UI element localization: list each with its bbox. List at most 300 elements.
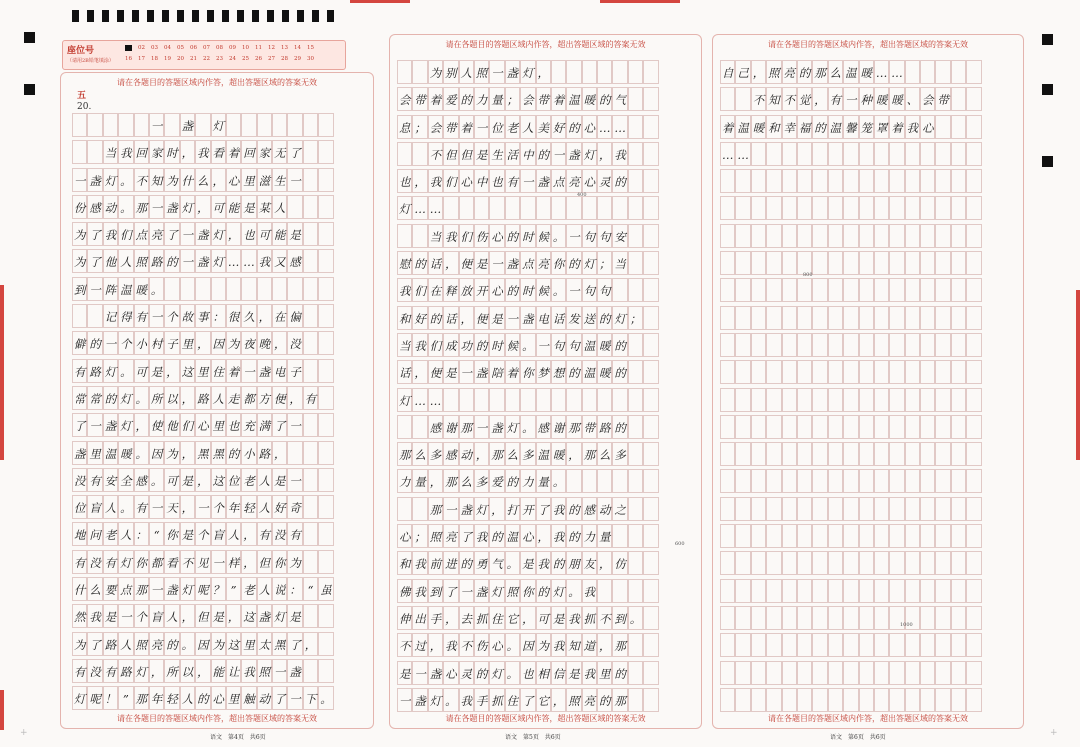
grid-cell: ， bbox=[241, 522, 256, 546]
grid-cell: 位 bbox=[226, 468, 241, 492]
grid-cell: 一 bbox=[566, 224, 581, 248]
grid-cell bbox=[412, 415, 427, 439]
grid-cell bbox=[751, 469, 766, 493]
grid-cell: 奇 bbox=[287, 495, 302, 519]
grid-cell bbox=[766, 251, 781, 275]
grid-cell bbox=[889, 251, 904, 275]
grid-cell bbox=[257, 113, 272, 137]
grid-cell: 话 bbox=[397, 360, 412, 384]
grid-cell bbox=[812, 606, 827, 630]
row-spacer bbox=[72, 710, 334, 713]
edge-mark bbox=[350, 0, 410, 3]
grid-cell: 送 bbox=[582, 306, 597, 330]
seat-option[interactable]: 17 bbox=[138, 56, 145, 62]
grid-cell bbox=[797, 497, 812, 521]
grid-cell bbox=[720, 497, 735, 521]
grid-cell: 盏 bbox=[180, 113, 195, 137]
grid-cell bbox=[843, 360, 858, 384]
grid-cell: 我 bbox=[551, 633, 566, 657]
grid-cell bbox=[628, 60, 643, 84]
grid-cell: 有 bbox=[134, 304, 149, 328]
grid-cell: 了 bbox=[536, 497, 551, 521]
grid-cell: 里 bbox=[211, 413, 226, 437]
grid-cell: 因 bbox=[520, 633, 535, 657]
grid-cell: 带 bbox=[412, 87, 427, 111]
grid-cell: 温 bbox=[843, 60, 858, 84]
grid-cell: 为 bbox=[428, 60, 443, 84]
grid-cell bbox=[72, 113, 87, 137]
grid-cell bbox=[889, 442, 904, 466]
grid-cell bbox=[226, 113, 241, 137]
grid-cell: 盏 bbox=[428, 661, 443, 685]
grid-cell: 点 bbox=[134, 222, 149, 246]
grid-cell bbox=[87, 140, 102, 164]
seat-option[interactable]: 14 bbox=[294, 45, 301, 51]
grid-cell: 样 bbox=[226, 550, 241, 574]
grid-cell: ， bbox=[195, 195, 210, 219]
grid-cell bbox=[566, 196, 581, 220]
grid-cell: 仿 bbox=[612, 551, 627, 575]
grid-cell: 别 bbox=[443, 60, 458, 84]
grid-cell: 盏 bbox=[257, 604, 272, 628]
seat-option[interactable]: 04 bbox=[164, 45, 171, 51]
seat-option[interactable]: 23 bbox=[216, 56, 223, 62]
grid-cell bbox=[951, 60, 966, 84]
grid-cell: ， bbox=[257, 304, 272, 328]
seat-option[interactable]: 20 bbox=[177, 56, 184, 62]
grid-cell bbox=[859, 196, 874, 220]
grid-cell bbox=[643, 551, 658, 575]
grid-cell: 太 bbox=[257, 632, 272, 656]
grid-cell bbox=[643, 251, 658, 275]
grid-cell: 温 bbox=[566, 87, 581, 111]
grid-cell: 了 bbox=[87, 632, 102, 656]
grid-cell: 偏 bbox=[287, 304, 302, 328]
grid-cell: 了 bbox=[287, 632, 302, 656]
seat-option[interactable]: 09 bbox=[229, 45, 236, 51]
grid-cell: 灯 bbox=[118, 413, 133, 437]
grid-cell: ， bbox=[180, 495, 195, 519]
grid-cell bbox=[751, 306, 766, 330]
grid-cell bbox=[874, 688, 889, 712]
grid-cell: 们 bbox=[180, 413, 195, 437]
grid-cell bbox=[812, 551, 827, 575]
grid-cell bbox=[905, 415, 920, 439]
seat-option[interactable]: 18 bbox=[151, 56, 158, 62]
grid-cell bbox=[920, 169, 935, 193]
grid-cell bbox=[751, 278, 766, 302]
grid-cell: 盏 bbox=[505, 251, 520, 275]
grid-cell: 是 bbox=[566, 661, 581, 685]
grid-cell bbox=[920, 551, 935, 575]
grid-cell bbox=[951, 497, 966, 521]
timing-mark bbox=[282, 10, 289, 22]
grid-cell: 照 bbox=[134, 632, 149, 656]
grid-cell: 一 bbox=[149, 495, 164, 519]
warning-text: 请在各题目的答题区域内作答，超出答题区域的答案无效 bbox=[117, 714, 317, 723]
grid-cell bbox=[628, 224, 643, 248]
grid-cell: 灯 bbox=[397, 196, 412, 220]
grid-cell bbox=[582, 469, 597, 493]
grid-cell bbox=[735, 497, 750, 521]
grid-cell bbox=[643, 415, 658, 439]
grid-cell: … bbox=[874, 60, 889, 84]
grid-cell: 活 bbox=[505, 142, 520, 166]
grid-cell bbox=[643, 115, 658, 139]
grid-cell: 轻 bbox=[164, 686, 179, 710]
grid-cell: 有 bbox=[72, 359, 87, 383]
grid-cell: 便 bbox=[428, 360, 443, 384]
grid-cell: 候 bbox=[536, 224, 551, 248]
seat-option[interactable]: 22 bbox=[203, 56, 210, 62]
grid-cell bbox=[751, 579, 766, 603]
grid-cell: 一 bbox=[180, 249, 195, 273]
seat-row-1 bbox=[125, 45, 314, 51]
grid-cell: 心 bbox=[226, 168, 241, 192]
grid-cell: 们 bbox=[428, 333, 443, 357]
grid-cell bbox=[257, 277, 272, 301]
grid-cell bbox=[812, 169, 827, 193]
grid-cell: 照 bbox=[505, 579, 520, 603]
grid-cell: 会 bbox=[397, 87, 412, 111]
grid-cell bbox=[843, 442, 858, 466]
grid-cell: 见 bbox=[195, 550, 210, 574]
grid-cell: 让 bbox=[226, 659, 241, 683]
grid-cell bbox=[920, 661, 935, 685]
grid-cell: 一 bbox=[489, 60, 504, 84]
grid-cell bbox=[520, 388, 535, 412]
seat-option[interactable]: 10 bbox=[242, 45, 249, 51]
grid-cell: 一 bbox=[287, 686, 302, 710]
grid-cell bbox=[828, 497, 843, 521]
grid-cell bbox=[966, 469, 981, 493]
grid-cell: 里 bbox=[597, 661, 612, 685]
grid-cell bbox=[751, 415, 766, 439]
grid-cell bbox=[905, 633, 920, 657]
grid-cell bbox=[766, 388, 781, 412]
grid-cell: 盏 bbox=[536, 169, 551, 193]
seat-option[interactable]: 11 bbox=[255, 45, 262, 51]
seat-option[interactable]: 08 bbox=[216, 45, 223, 51]
grid-cell bbox=[303, 195, 318, 219]
grid-cell bbox=[889, 360, 904, 384]
seat-option[interactable]: 06 bbox=[190, 45, 197, 51]
grid-cell: 也 bbox=[489, 169, 504, 193]
grid-cell: 着 bbox=[551, 87, 566, 111]
grid-cell: 不 bbox=[134, 168, 149, 192]
grid-cell: 我 bbox=[612, 142, 627, 166]
grid-cell bbox=[303, 249, 318, 273]
grid-cell bbox=[859, 579, 874, 603]
seat-option[interactable]: 24 bbox=[229, 56, 236, 62]
grid-cell: 息 bbox=[397, 115, 412, 139]
grid-cell: ， bbox=[226, 604, 241, 628]
grid-cell: ： bbox=[211, 304, 226, 328]
seat-option[interactable]: 15 bbox=[307, 45, 314, 51]
grid-cell bbox=[489, 196, 504, 220]
grid-cell: 一 bbox=[520, 169, 535, 193]
grid-cell: 的 bbox=[87, 331, 102, 355]
grid-cell bbox=[843, 524, 858, 548]
grid-cell: 盏 bbox=[287, 659, 302, 683]
grid-cell: 种 bbox=[859, 87, 874, 111]
grid-cell: 量 bbox=[597, 524, 612, 548]
grid-cell bbox=[889, 415, 904, 439]
grid-cell: ， bbox=[180, 604, 195, 628]
seat-option[interactable]: 16 bbox=[125, 56, 132, 62]
grid-cell: 人 bbox=[257, 468, 272, 492]
grid-cell bbox=[951, 388, 966, 412]
grid-cell bbox=[134, 113, 149, 137]
grid-cell: 盲 bbox=[211, 522, 226, 546]
grid-cell: 量 bbox=[412, 469, 427, 493]
grid-cell bbox=[935, 333, 950, 357]
grid-cell: 慰 bbox=[397, 251, 412, 275]
grid-cell: 人 bbox=[459, 60, 474, 84]
grid-cell: 无 bbox=[272, 140, 287, 164]
grid-cell bbox=[951, 87, 966, 111]
grid-cell bbox=[318, 441, 333, 465]
grid-cell: 们 bbox=[459, 224, 474, 248]
grid-cell: 话 bbox=[443, 306, 458, 330]
grid-cell: 心 bbox=[520, 524, 535, 548]
grid-cell: 一 bbox=[287, 413, 302, 437]
grid-cell: 那 bbox=[582, 442, 597, 466]
grid-cell: 温 bbox=[505, 524, 520, 548]
grid-cell: ， bbox=[211, 168, 226, 192]
grid-cell: 候 bbox=[536, 278, 551, 302]
grid-cell bbox=[751, 551, 766, 575]
grid-cell: 了 bbox=[72, 413, 87, 437]
grid-cell bbox=[905, 278, 920, 302]
grid-cell bbox=[272, 277, 287, 301]
grid-cell bbox=[843, 251, 858, 275]
corner-mark bbox=[1042, 34, 1053, 45]
grid-cell bbox=[828, 524, 843, 548]
grid-cell: 盏 bbox=[520, 306, 535, 330]
seat-option[interactable]: 07 bbox=[203, 45, 210, 51]
grid-cell: 盏 bbox=[87, 168, 102, 192]
grid-cell: 老 bbox=[103, 522, 118, 546]
grid-cell: 句 bbox=[582, 224, 597, 248]
grid-cell: 和 bbox=[397, 551, 412, 575]
grid-cell bbox=[643, 278, 658, 302]
seat-option[interactable]: 03 bbox=[151, 45, 158, 51]
grid-cell bbox=[782, 169, 797, 193]
grid-cell bbox=[551, 388, 566, 412]
grid-cell: 友 bbox=[582, 551, 597, 575]
grid-cell: 那 bbox=[459, 415, 474, 439]
grid-cell bbox=[582, 388, 597, 412]
grid-cell: 什 bbox=[72, 577, 87, 601]
grid-cell bbox=[874, 661, 889, 685]
grid-cell: 过 bbox=[412, 633, 427, 657]
grid-cell bbox=[318, 140, 333, 164]
page-footer-3 bbox=[830, 732, 892, 741]
grid-cell bbox=[303, 495, 318, 519]
seat-row-2 bbox=[125, 56, 314, 62]
grid-cell: … bbox=[241, 249, 256, 273]
seat-option[interactable]: 12 bbox=[268, 45, 275, 51]
seat-option[interactable]: 29 bbox=[294, 56, 301, 62]
grid-cell bbox=[920, 469, 935, 493]
grid-cell bbox=[843, 469, 858, 493]
grid-cell bbox=[920, 579, 935, 603]
grid-cell: 年 bbox=[149, 686, 164, 710]
grid-cell: 以 bbox=[180, 659, 195, 683]
grid-cell bbox=[735, 524, 750, 548]
grid-cell bbox=[935, 688, 950, 712]
grid-cell bbox=[905, 688, 920, 712]
grid-cell: 感 bbox=[536, 415, 551, 439]
seat-option[interactable]: 02 bbox=[138, 45, 145, 51]
grid-cell: 罩 bbox=[874, 115, 889, 139]
grid-cell: … bbox=[428, 196, 443, 220]
grid-cell: 个 bbox=[118, 331, 133, 355]
grid-cell: ， bbox=[180, 386, 195, 410]
grid-cell bbox=[766, 415, 781, 439]
grid-cell: 但 bbox=[459, 142, 474, 166]
seat-option[interactable]: 30 bbox=[307, 56, 314, 62]
seat-option[interactable]: 26 bbox=[255, 56, 262, 62]
grid-cell bbox=[287, 195, 302, 219]
grid-cell: 力 bbox=[520, 469, 535, 493]
grid-cell: 动 bbox=[597, 497, 612, 521]
grid-cell bbox=[766, 142, 781, 166]
grid-cell bbox=[828, 661, 843, 685]
grid-cell: 是 bbox=[397, 661, 412, 685]
grid-cell bbox=[782, 497, 797, 521]
grid-cell: 我 bbox=[566, 606, 581, 630]
grid-cell bbox=[318, 359, 333, 383]
grid-cell: 人 bbox=[211, 386, 226, 410]
writing-grid-1 bbox=[72, 113, 334, 714]
seat-option[interactable]: 19 bbox=[164, 56, 171, 62]
grid-cell bbox=[643, 579, 658, 603]
grid-cell: 有 bbox=[72, 659, 87, 683]
grid-cell bbox=[195, 277, 210, 301]
grid-cell bbox=[536, 388, 551, 412]
grid-cell: 灯 bbox=[397, 388, 412, 412]
grid-cell: 那 bbox=[612, 688, 627, 712]
grid-cell: 的 bbox=[412, 251, 427, 275]
grid-cell bbox=[735, 388, 750, 412]
grid-cell bbox=[874, 224, 889, 248]
grid-cell bbox=[628, 169, 643, 193]
grid-cell bbox=[628, 524, 643, 548]
grid-cell: 力 bbox=[397, 469, 412, 493]
grid-cell: 一 bbox=[87, 277, 102, 301]
grid-cell bbox=[920, 606, 935, 630]
grid-cell: 小 bbox=[241, 441, 256, 465]
grid-cell: 的 bbox=[566, 115, 581, 139]
grid-cell: 某 bbox=[257, 195, 272, 219]
grid-cell: 那 bbox=[612, 633, 627, 657]
grid-cell: 份 bbox=[72, 195, 87, 219]
grid-cell: 动 bbox=[103, 195, 118, 219]
grid-cell: 满 bbox=[257, 413, 272, 437]
timing-mark bbox=[267, 10, 274, 22]
grid-cell: 一 bbox=[118, 604, 133, 628]
grid-cell bbox=[72, 304, 87, 328]
grid-cell bbox=[103, 113, 118, 137]
row-spacer bbox=[720, 712, 982, 715]
grid-cell: 以 bbox=[164, 386, 179, 410]
grid-cell: 功 bbox=[459, 333, 474, 357]
seat-option[interactable]: 05 bbox=[177, 45, 184, 51]
grid-cell: 么 bbox=[828, 60, 843, 84]
seat-option[interactable]: 28 bbox=[281, 56, 288, 62]
grid-cell bbox=[797, 278, 812, 302]
grid-cell bbox=[318, 413, 333, 437]
grid-cell: 个 bbox=[195, 522, 210, 546]
grid-cell: 触 bbox=[241, 686, 256, 710]
grid-cell: 暖 bbox=[597, 333, 612, 357]
grid-cell: ， bbox=[226, 222, 241, 246]
grid-cell: ； bbox=[505, 87, 520, 111]
grid-cell bbox=[628, 497, 643, 521]
grid-cell bbox=[226, 277, 241, 301]
grid-cell: 动 bbox=[257, 686, 272, 710]
grid-cell bbox=[951, 224, 966, 248]
grid-cell bbox=[628, 551, 643, 575]
grid-cell bbox=[241, 277, 256, 301]
grid-cell bbox=[843, 551, 858, 575]
grid-cell: ， bbox=[520, 606, 535, 630]
seat-option[interactable]: 13 bbox=[281, 45, 288, 51]
grid-cell bbox=[612, 469, 627, 493]
grid-cell: 为 bbox=[226, 331, 241, 355]
grid-cell: 的 bbox=[597, 688, 612, 712]
seat-option[interactable]: 01 bbox=[125, 45, 132, 51]
grid-cell: 一 bbox=[474, 415, 489, 439]
grid-cell: 下 bbox=[303, 686, 318, 710]
grid-cell bbox=[720, 551, 735, 575]
timing-mark bbox=[177, 10, 184, 22]
grid-cell bbox=[843, 606, 858, 630]
seat-option[interactable]: 21 bbox=[190, 56, 197, 62]
grid-cell bbox=[643, 306, 658, 330]
grid-cell bbox=[782, 196, 797, 220]
grid-cell bbox=[889, 524, 904, 548]
grid-cell bbox=[628, 142, 643, 166]
grid-cell bbox=[612, 60, 627, 84]
grid-cell bbox=[966, 115, 981, 139]
seat-option[interactable]: 27 bbox=[268, 56, 275, 62]
grid-cell: 全 bbox=[118, 468, 133, 492]
grid-cell: 着 bbox=[226, 140, 241, 164]
grid-cell bbox=[828, 333, 843, 357]
grid-cell: 一 bbox=[474, 115, 489, 139]
grid-cell: 我 bbox=[551, 524, 566, 548]
grid-cell bbox=[828, 142, 843, 166]
seat-option[interactable]: 25 bbox=[242, 56, 249, 62]
grid-cell bbox=[812, 388, 827, 412]
grid-cell: 没 bbox=[272, 522, 287, 546]
grid-cell: 亮 bbox=[443, 524, 458, 548]
grid-cell bbox=[318, 659, 333, 683]
grid-cell bbox=[782, 306, 797, 330]
grid-cell: 的 bbox=[566, 360, 581, 384]
grid-cell bbox=[566, 60, 581, 84]
grid-cell: 僻 bbox=[72, 331, 87, 355]
grid-cell: 看 bbox=[211, 140, 226, 164]
grid-cell bbox=[782, 142, 797, 166]
grid-cell: 多 bbox=[474, 469, 489, 493]
grid-cell bbox=[643, 196, 658, 220]
grid-cell: 点 bbox=[520, 251, 535, 275]
grid-cell: 不 bbox=[459, 633, 474, 657]
